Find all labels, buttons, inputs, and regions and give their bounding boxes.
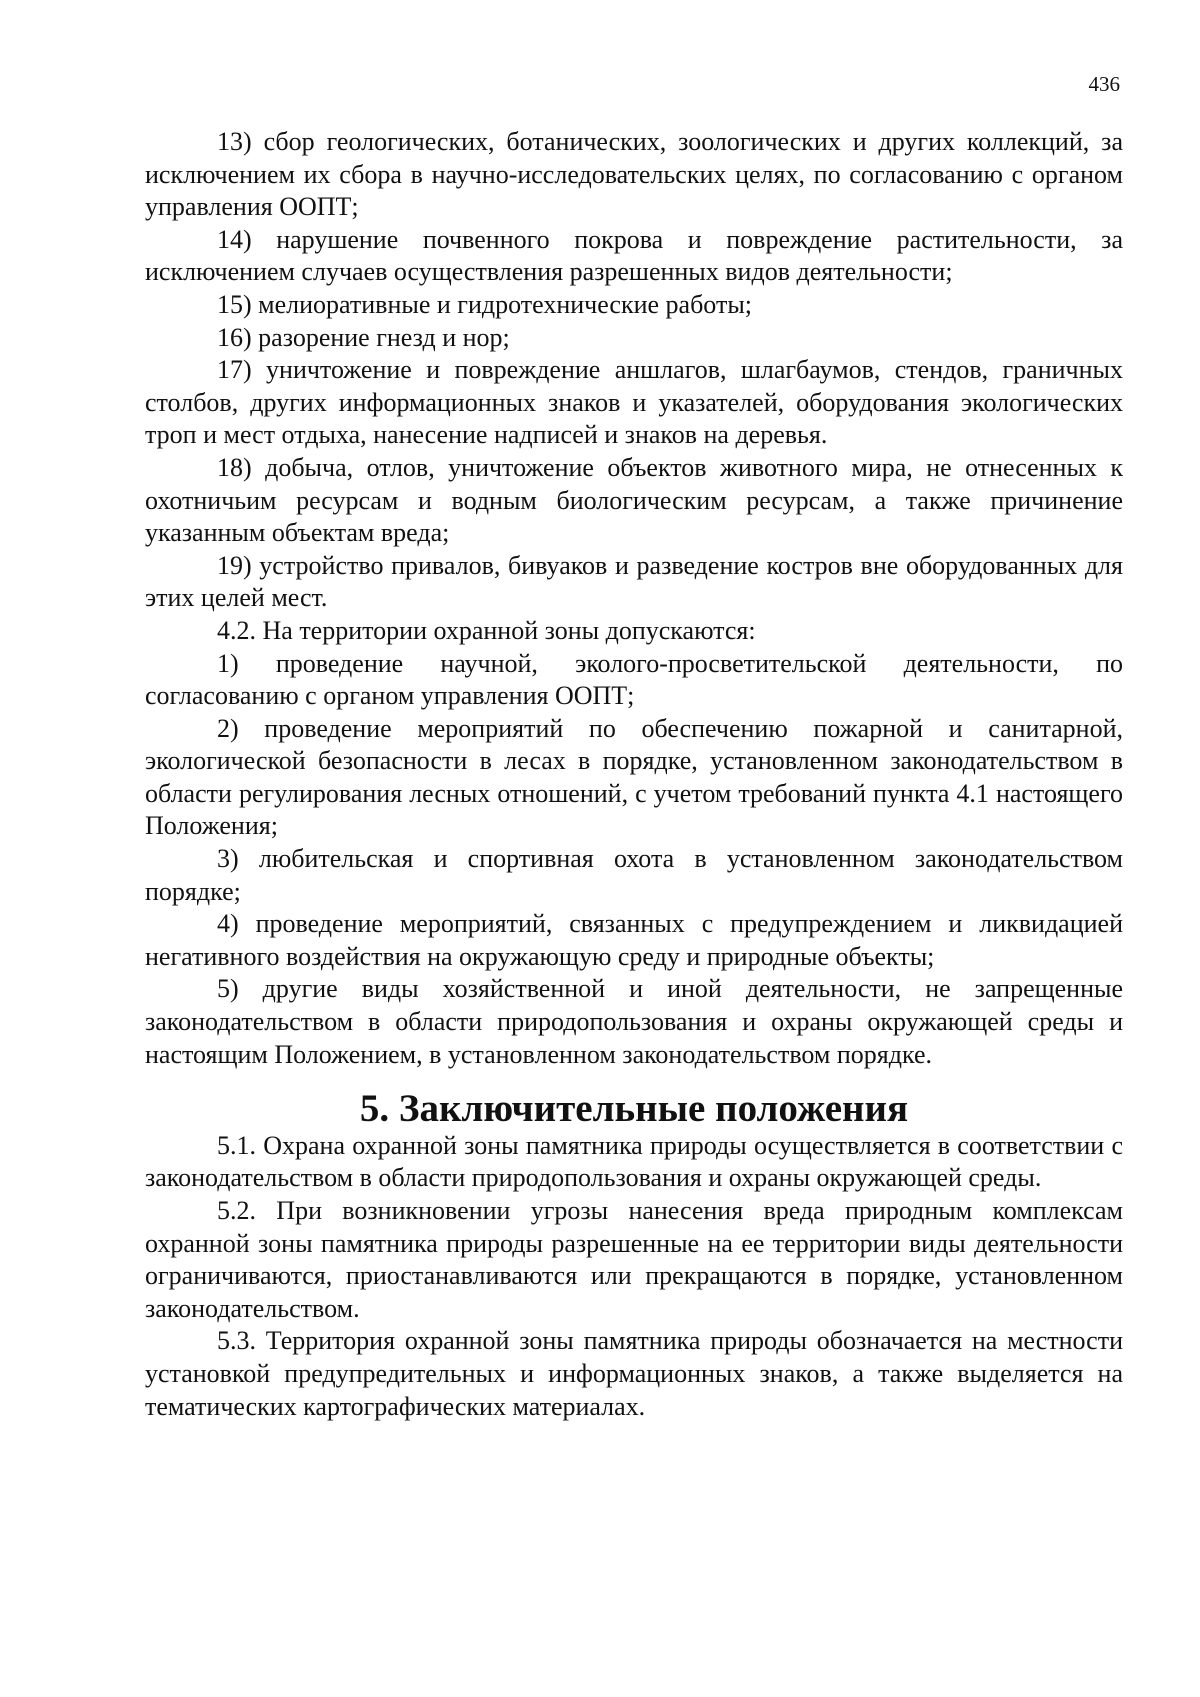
permitted-item-4: 4) проведение мероприятий, связанных с предупреждением и ликвидацией негативного воздействия на окружающую среду и природные объекты; [145,909,1123,971]
prohibited-item-13: 13) сбор геологических, ботанических, зоологических и других коллекций, за исключением их сбора в научно-исследовательских целях, по согласованию с органом управления ООПТ; [145,127,1123,222]
document-body [145,126,1123,1423]
permitted-item-2: 2) проведение мероприятий по обеспечению пожарной и санитарной, экологической безопасности в лесах в порядке, установленном законодательством в области регулирования лесных отношений, с учетом требований пункта 4.1 настоящего Положения; [145,713,1123,841]
clause-5-1: 5.1. Охрана охранной зоны памятника природы осуществляется в соответствии с законодательством в области природопользования и охраны окружающей среды. [145,1130,1123,1193]
page-number: 436 [1088,72,1120,96]
prohibited-item-15: 15) мелиоративные и гидротехнические работы; [217,289,753,319]
clause-5-2: 5.2. При возникновении угрозы нанесения вреда природным комплексам охранной зоны памятника природы разрешенные на ее территории виды деятельности ограничиваются, приостанавливаются или прекращаются в порядке, установленном законодательством. [145,1196,1123,1323]
prohibited-item-19: 19) устройство привалов, бивуаков и разведение костров вне оборудованных для этих целей мест. [145,550,1123,613]
permitted-item-5: 5) другие виды хозяйственной и иной деятельности, не запрещенные законодательством в области природопользования и охраны окружающей среды и настоящим Положением, в установленном законодательством порядке. [145,974,1123,1069]
permitted-item-1: 1) проведение научной, эколого-просветительской деятельности, по согласованию с органом управления ООПТ; [145,648,1123,711]
section-5-heading: 5. Заключительные положения [359,1087,909,1131]
prohibited-item-16: 16) разорение гнезд и нор; [217,322,510,352]
clause-5-3: 5.3. Территория охранной зоны памятника природы обозначается на местности установкой предупредительных и информационных знаков, а также выделяется на тематических картографических материалах. [145,1326,1123,1421]
permitted-item-3: 3) любительская и спортивная охота в установленном законодательством порядке; [145,844,1123,906]
prohibited-item-18: 18) добыча, отлов, уничтожение объектов животного мира, не отнесенных к охотничьим ресурсам и водным биологическим ресурсам, а также причинение указанным объектам вреда; [145,452,1123,548]
prohibited-item-14: 14) нарушение почвенного покрова и повреждение растительности, за исключением случаев осуществления разрешенных видов деятельности; [145,224,1123,287]
prohibited-item-17: 17) уничтожение и повреждение аншлагов, шлагбаумов, стендов, граничных столбов, других информационных знаков и указателей, оборудования экологических троп и мест отдыха, нанесение надписей и знаков на деревья. [145,355,1123,450]
clause-4-2: 4.2. На территории охранной зоны допускаются: [217,615,756,645]
